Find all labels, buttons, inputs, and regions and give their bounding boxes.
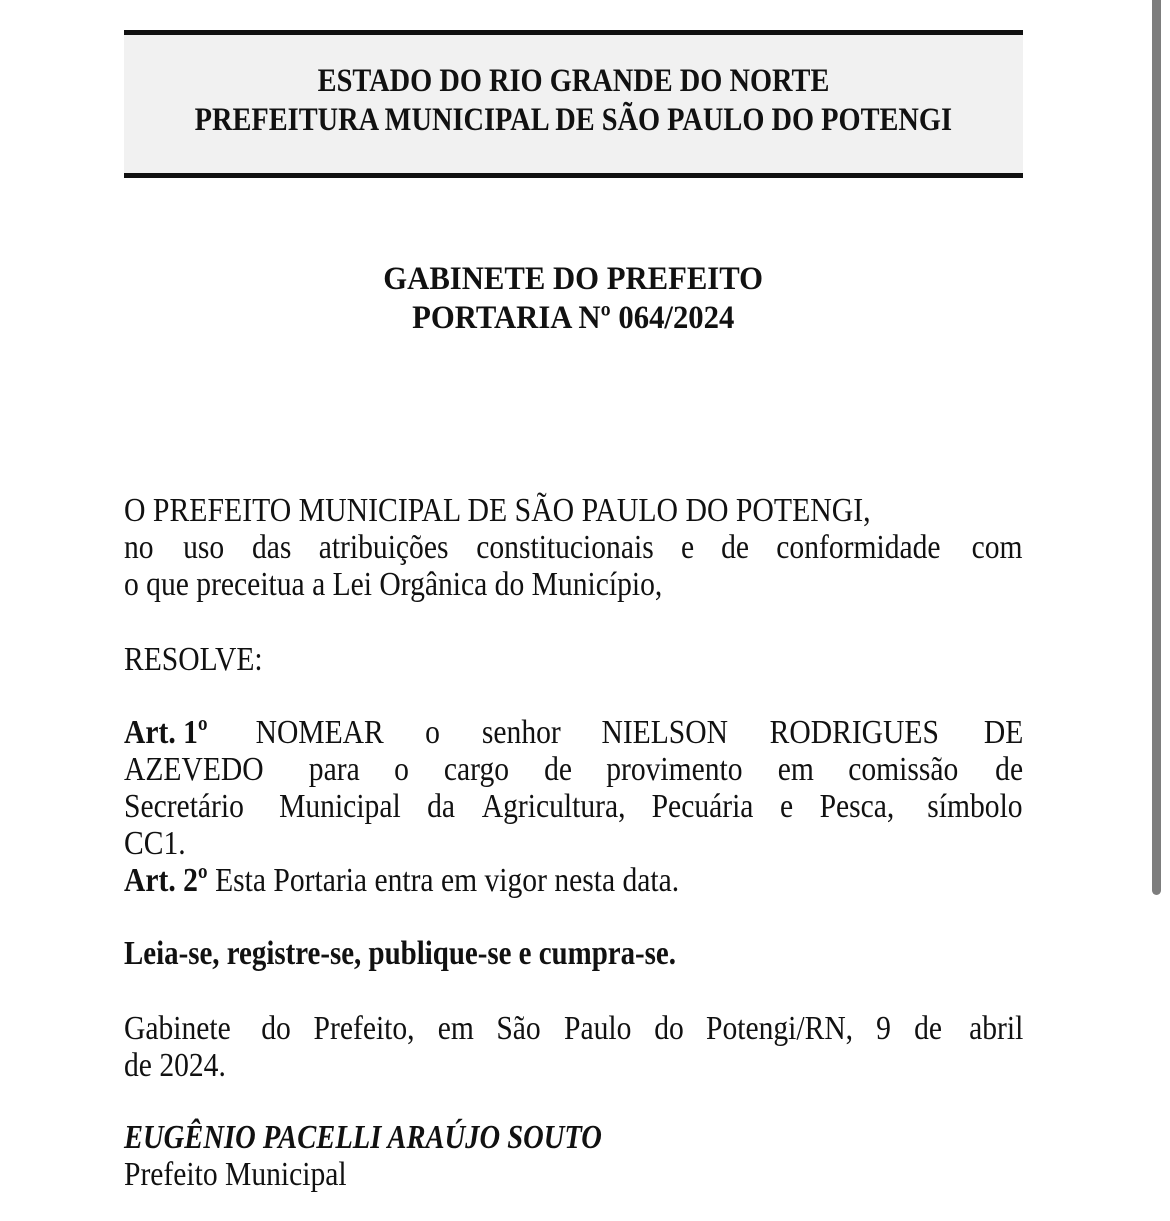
word: Potengi/RN,	[706, 1010, 854, 1047]
word: Gabinete	[124, 1010, 231, 1047]
header-state-text: ESTADO DO RIO GRANDE DO NORTE	[317, 63, 830, 99]
word: o	[394, 751, 410, 788]
word: Paulo	[563, 1010, 632, 1047]
closing-formula	[124, 935, 773, 972]
word: provimento	[606, 751, 743, 788]
word: de	[721, 529, 750, 566]
signature-role-text: Prefeito Municipal	[124, 1156, 347, 1193]
word: símbolo	[927, 788, 1023, 825]
preamble-line-2	[124, 529, 1023, 566]
word: em	[437, 1010, 474, 1047]
signature-role	[124, 1156, 380, 1193]
document-header-box	[124, 30, 1023, 178]
word: Pesca,	[819, 788, 895, 825]
resolve-label-text: RESOLVE:	[124, 641, 263, 678]
preamble-line-3	[124, 566, 743, 603]
signature-name	[124, 1119, 693, 1156]
word: São	[496, 1010, 542, 1047]
article-2-label: Art. 2º	[124, 862, 208, 899]
article-1-line-2	[124, 751, 1023, 788]
word: da	[427, 788, 456, 825]
ordinance-number	[124, 298, 1023, 338]
header-municipality-text: PREFEITURA MUNICIPAL DE SÃO PAULO DO POTENGI	[194, 102, 953, 138]
word: para	[308, 751, 360, 788]
word: cargo	[443, 751, 509, 788]
signature-name-text: EUGÊNIO PACELLI ARAÚJO SOUTO	[124, 1119, 602, 1156]
article-1-line-4	[124, 825, 195, 862]
header-municipality	[124, 102, 1023, 138]
place-date-line-2-text: de 2024.	[124, 1047, 226, 1084]
word: com	[972, 529, 1023, 566]
word: do	[654, 1010, 684, 1047]
word: DE	[983, 714, 1023, 751]
word: abril	[968, 1010, 1023, 1047]
closing-formula-text: Leia-se, registre-se, publique-se e cumpra-se.	[124, 935, 676, 972]
word: de	[994, 751, 1023, 788]
article-1-line-1	[124, 714, 1023, 751]
word: Pecuária	[651, 788, 754, 825]
resolve-label	[124, 641, 283, 678]
office-title	[124, 259, 1023, 299]
word: Municipal	[279, 788, 401, 825]
word: conformidade	[776, 529, 941, 566]
word: Agricultura,	[481, 788, 626, 825]
preamble-line-3-text: o que preceitua a Lei Orgânica do Município,	[124, 566, 663, 603]
word: RODRIGUES	[769, 714, 940, 751]
word: 9	[876, 1010, 892, 1047]
place-date-line-2	[124, 1047, 241, 1084]
word: de	[543, 751, 572, 788]
word: do	[261, 1010, 292, 1047]
word: NOMEAR	[255, 714, 384, 751]
vertical-scrollbar[interactable]	[1152, 0, 1161, 895]
article-1-label: Art. 1º	[124, 714, 208, 751]
place-date-line-1	[124, 1010, 1023, 1047]
word: de	[913, 1010, 942, 1047]
word: constitucionais	[475, 529, 654, 566]
word: das	[251, 529, 292, 566]
preamble-line-1	[124, 492, 977, 529]
word: e	[779, 788, 793, 825]
header-state	[124, 63, 1023, 99]
ordinance-number-text: PORTARIA Nº 064/2024	[412, 300, 735, 336]
word: senhor	[481, 714, 561, 751]
article-2-text: Esta Portaria entra em vigor nesta data.	[215, 862, 680, 899]
word: comissão	[848, 751, 959, 788]
word: e	[680, 529, 694, 566]
article-2	[124, 862, 762, 899]
office-title-text: GABINETE DO PREFEITO	[383, 261, 764, 297]
word: Prefeito,	[313, 1010, 415, 1047]
word: uso	[183, 529, 225, 566]
preamble-line-1-text: O PREFEITO MUNICIPAL DE SÃO PAULO DO POTENGI,	[124, 492, 871, 529]
article-1-line-3	[124, 788, 1023, 825]
word: Secretário	[124, 788, 244, 825]
word: atribuições	[318, 529, 449, 566]
word: o	[425, 714, 440, 751]
word: em	[777, 751, 814, 788]
word: NIELSON	[601, 714, 729, 751]
word: AZEVEDO	[124, 751, 264, 788]
article-1-line-4-text: CC1.	[124, 825, 186, 862]
word: no	[124, 529, 154, 566]
